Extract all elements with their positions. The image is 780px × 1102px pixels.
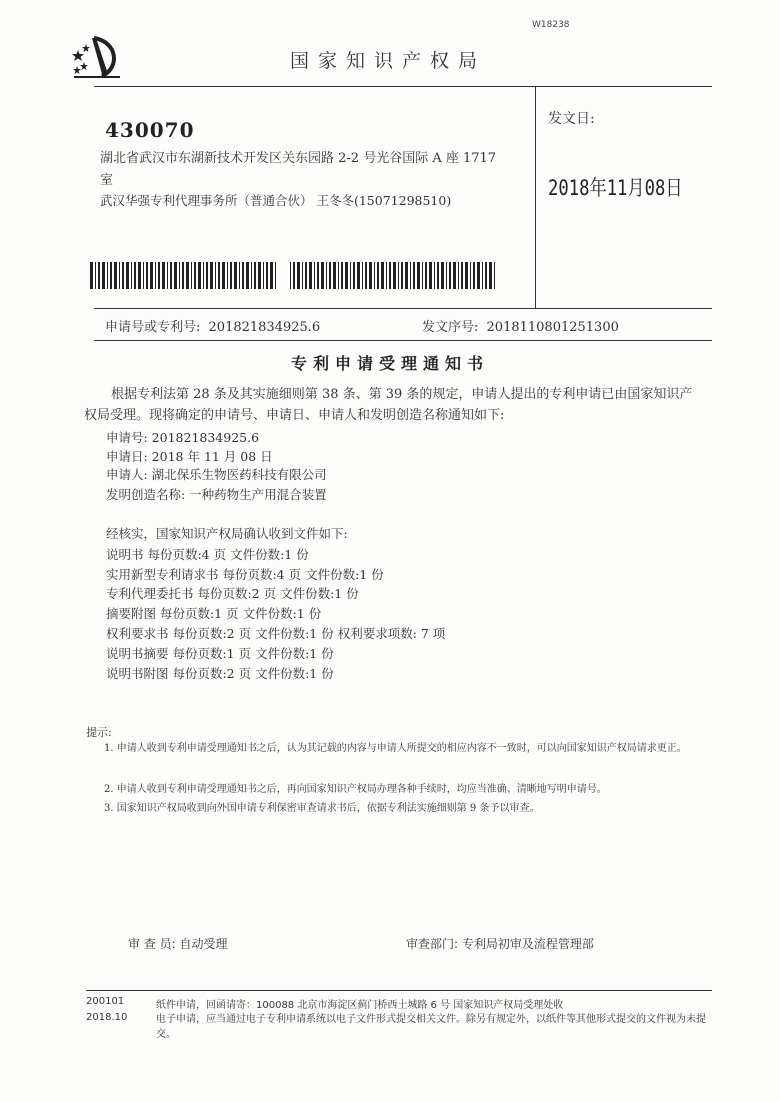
barcode-bar [206,262,208,289]
barcode-bar [246,262,249,289]
file-item: 权利要求书 每份页数:2 页 文件份数:1 份 权利要求项数: 7 项 [106,626,446,641]
barcode-bar [155,262,156,289]
barcode-bar [321,262,324,289]
barcode-bar [297,262,300,289]
office-name: 国家知识产权局 [290,50,487,72]
barcode-bar [230,262,232,289]
barcode-bar [258,262,261,289]
barcode-bar [90,262,93,289]
barcode-bar [309,262,312,289]
barcode-bar [449,262,451,289]
barcode-bar [386,262,387,289]
barcode-bar [345,262,348,289]
file-item: 实用新型专利请求书 每份页数:4 页 文件份数:1 份 [106,567,384,582]
barcode-right [290,262,500,289]
barcode-bar [263,262,264,289]
barcode-bar [434,262,435,289]
barcode-bar [242,262,244,289]
barcode-bar [239,262,240,289]
mid-rule [94,308,712,309]
barcode-bar [210,262,213,289]
barcode-bar [95,262,96,289]
barcode-bar [102,262,105,289]
top-rule [94,86,712,87]
barcode-bar [254,262,256,289]
intro-paragraph: 根据专利法第 28 条及其实施细则第 38 条、第 39 条的规定，申请人提出的专利申请已由国家知识产权局受理。现将确定的申请号、申请日、申请人和发明创造名称通知如下: [84,387,693,423]
barcode-bar [374,262,375,289]
barcode-bar [446,262,447,289]
file-item: 说明书摘要 每份页数:1 页 文件份数:1 份 [106,646,334,661]
barcode-bar [146,262,148,289]
barcode-bar [170,262,172,289]
barcode-bar [338,262,339,289]
barcode-bar [422,262,423,289]
application-number-label: 申请号或专利号: [105,320,201,335]
barcode-bar [218,262,220,289]
ref-rule [94,340,712,341]
barcode-bar [275,262,276,289]
barcode-bar [429,262,432,289]
barcode-bar [329,262,331,289]
field-invention-title: 发明创造名称: 一种药物生产用混合装置 [106,487,327,502]
tip-item: 3. 国家知识产权局收到向外国申请专利保密审查请求书后，依据专利法实施细则第 9 条予以审查。 [104,803,540,814]
barcode-bar [270,262,273,289]
barcode-bar [194,262,196,289]
barcode-bar [333,262,336,289]
barcode-bar [158,262,160,289]
issue-date-label: 发文日: [548,111,595,127]
barcode-bar [410,262,411,289]
barcode-bar [314,262,315,289]
barcode-bar [191,262,192,289]
barcode-bar [266,262,268,289]
barcode-bar [203,262,204,289]
barcode-bar [114,262,117,289]
examiner: 审 查 员: 自动受理 [128,937,228,951]
notice-title: 专利申请受理通知书 [290,354,489,373]
barcode-bar [377,262,379,289]
barcode-bar [215,262,216,289]
barcode-bar [353,262,355,289]
barcode-bar [162,262,165,289]
barcode-bar [425,262,427,289]
barcode-bar [302,262,303,289]
barcode-bar [251,262,252,289]
barcode-bar [317,262,319,289]
barcode-bar [119,262,120,289]
footer-paper-notice: 纸件申请，回函请寄：100088 北京市海淀区蓟门桥西土城路 6 号 国家知识产权局受理处收 [156,1000,564,1011]
document-serial: W18238 [532,20,570,30]
field-application-no: 申请号: 201821834925.6 [106,430,260,445]
barcode-bar [107,262,108,289]
barcode-bar [470,262,471,289]
footer-rule [86,990,712,991]
barcode-bar [389,262,391,289]
application-number-value: 201821834925.6 [208,320,321,335]
footer-code: 2018.10 [86,1012,128,1023]
barcode-bar [222,262,225,289]
barcode-left [90,262,280,289]
barcode-bar [98,262,100,289]
barcode-bar [458,262,459,289]
barcode-bar [110,262,112,289]
document-number [422,316,619,335]
barcode-bar [182,262,184,289]
barcode-bar [494,262,495,289]
tip-item: 2. 申请人收到专利申请受理通知书之后，再向国家知识产权局办理各种手续时，均应当准确、清晰地写明申请号。 [104,784,607,795]
barcode-bar [122,262,124,289]
barcode-bar [179,262,180,289]
application-number [105,316,320,335]
barcode-bar [138,262,141,289]
files-intro: 经核实，国家知识产权局确认收到文件如下: [106,526,348,541]
barcode-bar [401,262,403,289]
barcode-bar [293,262,295,289]
barcode-bar [150,262,153,289]
barcode-bar [234,262,237,289]
barcode-bar [350,262,351,289]
barcode-bar [167,262,168,289]
recipient-agent: 武汉华强专利代理事务所（普通合伙） 王冬冬(15071298510) [100,193,452,208]
barcode-bar [290,262,291,289]
barcode-bar [305,262,307,289]
barcode-bar [393,262,396,289]
review-department: 审查部门: 专利局初审及流程管理部 [406,937,594,951]
document-number-label: 发文序号: [422,320,479,335]
field-filing-date: 申请日: 2018 年 11 月 08 日 [106,449,273,464]
barcode-bar [357,262,360,289]
barcode-bar [461,262,463,289]
file-item: 说明书附图 每份页数:2 页 文件份数:1 份 [106,666,334,681]
barcode-bar [473,262,475,289]
barcode-bar [134,262,136,289]
barcode-bar [381,262,384,289]
recipient-address: 湖北省武汉市东湖新技术开发区关东园路 2-2 号光谷国际 A 座 1717 室 [100,151,497,188]
barcode-bar [437,262,439,289]
barcode-bar [131,262,132,289]
barcode-bar [489,262,492,289]
barcode-bar [441,262,444,289]
barcode-bar [126,262,129,289]
barcode-bar [326,262,327,289]
barcode-bar [227,262,228,289]
barcode-bar [477,262,480,289]
file-item: 专利代理委托书 每份页数:2 页 文件份数:1 份 [106,586,359,601]
cnipa-logo-icon [72,34,122,80]
footer-code: 200101 [86,996,125,1007]
field-applicant: 申请人: 湖北保乐生物医药科技有限公司 [106,467,327,482]
barcode-bar [465,262,468,289]
barcode-bar [405,262,408,289]
vertical-rule [535,86,536,308]
footer-electronic-notice: 电子申请，应当通过电子专利申请系统以电子文件形式提交相关文件。除另有规定外，以纸件等其他形式提交的文件视为未提交。 [156,1014,706,1040]
document-number-value: 2018110801251300 [486,320,619,335]
barcode-bar [485,262,487,289]
barcode-bar [453,262,456,289]
tips-title: 提示: [86,726,112,739]
barcode-bar [341,262,343,289]
barcode-bar [417,262,420,289]
barcode-bar [413,262,415,289]
barcode-bar [482,262,483,289]
tip-item: 1. 申请人收到专利申请受理通知书之后，认为其记载的内容与申请人所提交的相应内容不一致时，可以向国家知识产权局请求更正。 [104,743,687,754]
barcode-bar [174,262,177,289]
barcode-bar [362,262,363,289]
file-item: 说明书 每份页数:4 页 文件份数:1 份 [106,547,309,562]
postcode: 430070 [105,118,195,142]
barcode-bar [186,262,189,289]
barcode-bar [398,262,399,289]
barcode-bar [143,262,144,289]
barcode-bar [369,262,372,289]
file-item: 摘要附图 每份页数:1 页 文件份数:1 份 [106,606,322,621]
barcode-bar [365,262,367,289]
issue-date-stamp: 2018年11月08日 [548,176,683,200]
barcode-bar [198,262,201,289]
